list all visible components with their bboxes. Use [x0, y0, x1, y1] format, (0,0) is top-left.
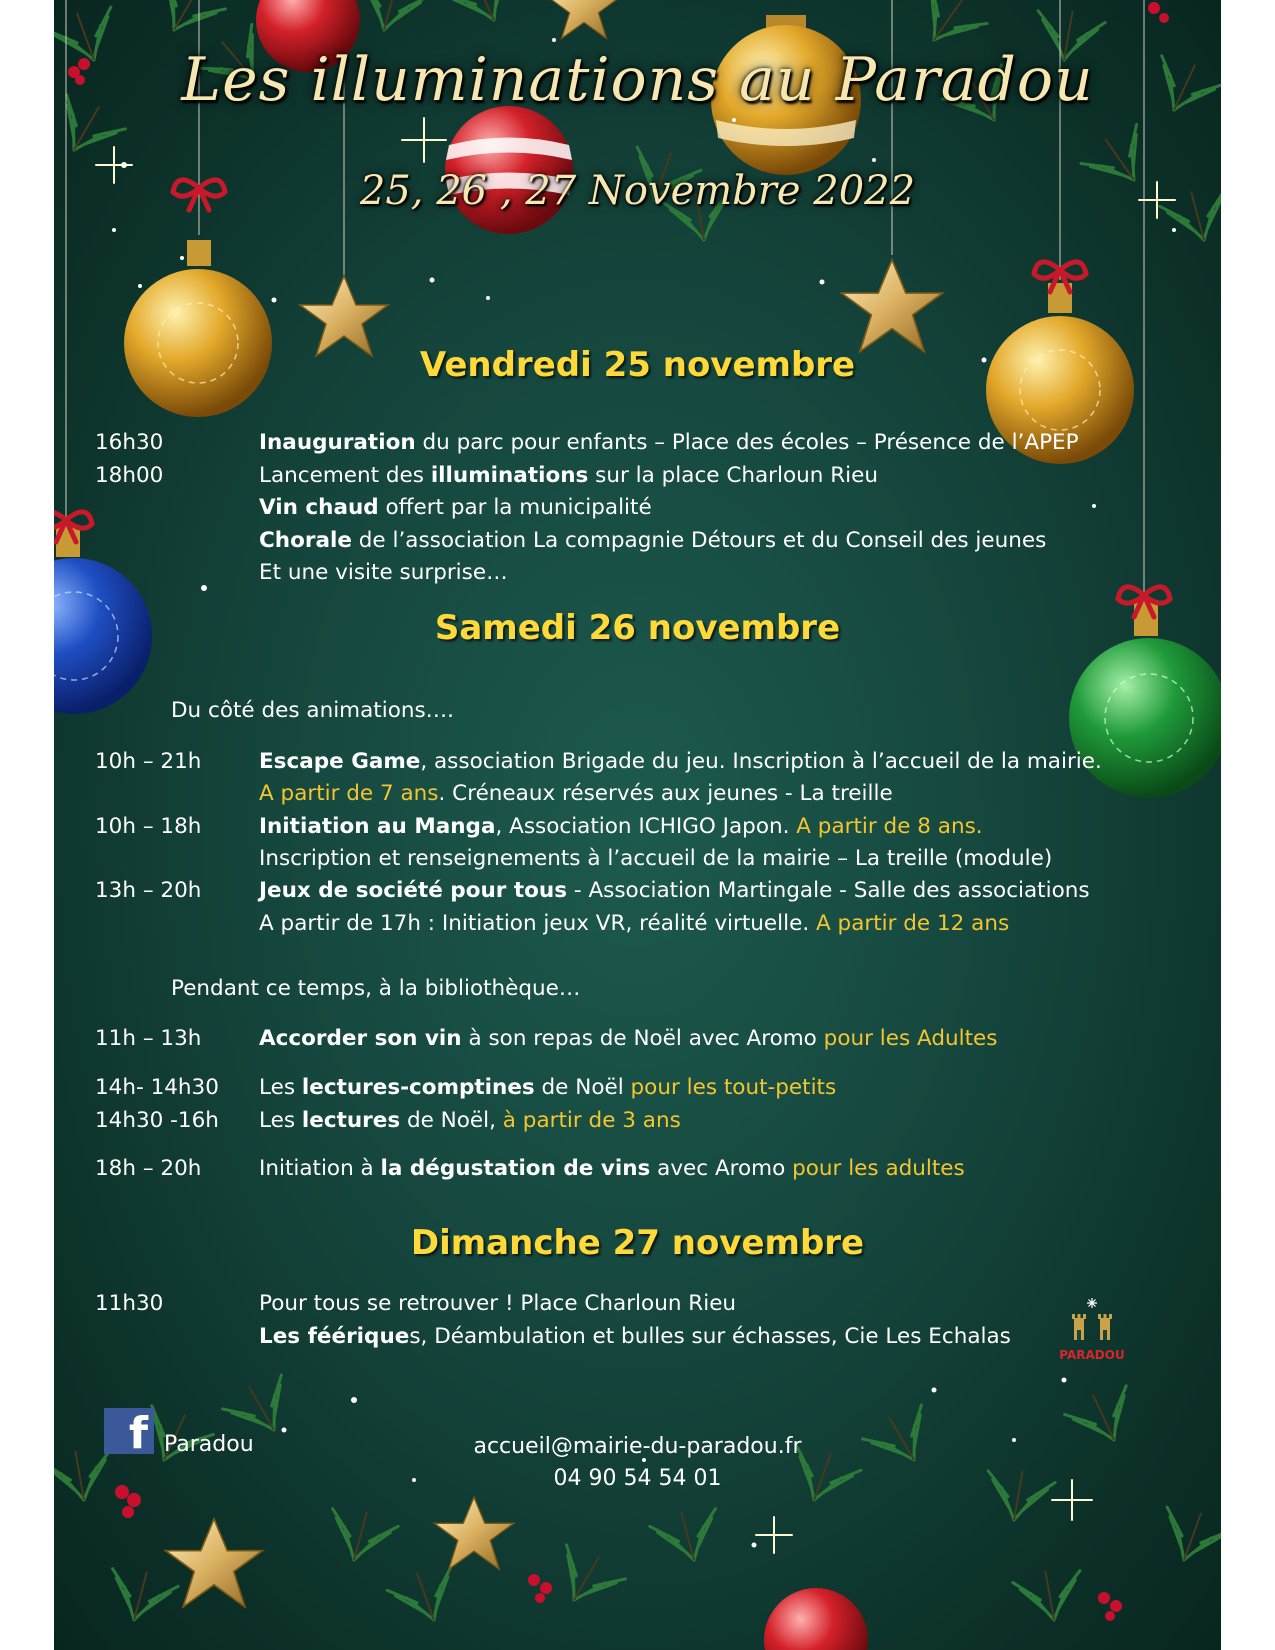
event-description: Les féériques, Déambulation et bulles sur échasses, Cie Les Echalas	[259, 1324, 1011, 1349]
event-description: Initiation au Manga, Association ICHIGO Japon. A partir de 8 ans.	[259, 814, 983, 839]
time-label: 13h – 20h	[95, 878, 202, 903]
facebook-page-name[interactable]: Paradou	[164, 1432, 254, 1457]
event-description: A partir de 17h : Initiation jeux VR, réalité virtuelle. A partir de 12 ans	[259, 911, 1010, 936]
event-description: Chorale de l’association La compagnie Détours et du Conseil des jeunes	[259, 528, 1047, 553]
section-intro: Du côté des animations….	[171, 698, 455, 723]
section-intro: Pendant ce temps, à la bibliothèque…	[171, 976, 581, 1001]
time-label: 18h – 20h	[95, 1156, 202, 1181]
time-label: 14h30 -16h	[95, 1108, 219, 1133]
logo-text: PARADOU	[1059, 1348, 1125, 1362]
day-heading-sunday: Dimanche 27 novembre	[410, 1223, 865, 1263]
event-description: A partir de 7 ans. Créneaux réservés aux jeunes - La treille	[259, 781, 893, 806]
time-label: 10h – 18h	[95, 814, 202, 839]
time-label: 11h30	[95, 1291, 164, 1316]
day-heading-friday: Vendredi 25 novembre	[419, 345, 856, 385]
event-description: Vin chaud offert par la municipalité	[259, 495, 652, 520]
event-description: Accorder son vin à son repas de Noël avec Aromo pour les Adultes	[259, 1026, 998, 1051]
event-dates: 25, 26 , 27 Novembre 2022	[359, 168, 916, 214]
event-description: Jeux de société pour tous - Association Martingale - Salle des associations	[259, 878, 1090, 903]
time-label: 10h – 21h	[95, 749, 202, 774]
event-description: Initiation à la dégustation de vins avec Aromo pour les adultes	[259, 1156, 965, 1181]
event-description: Et une visite surprise…	[259, 560, 508, 585]
event-poster	[54, 0, 1221, 1650]
event-description: Lancement des illuminations sur la place Charloun Rieu	[259, 463, 878, 488]
facebook-icon[interactable]: f	[104, 1408, 154, 1454]
event-description: Inauguration du parc pour enfants – Place des écoles – Présence de l’APEP	[259, 430, 1079, 455]
day-heading-saturday: Samedi 26 novembre	[434, 608, 841, 648]
contact-phone[interactable]: 04 90 54 54 01	[553, 1466, 722, 1491]
contact-email[interactable]: accueil@mairie-du-paradou.fr	[473, 1434, 802, 1459]
event-description: Inscription et renseignements à l’accueil de la mairie – La treille (module)	[259, 846, 1053, 871]
time-label: 18h00	[95, 463, 164, 488]
event-description: Pour tous se retrouver ! Place Charloun Rieu	[259, 1291, 737, 1316]
paradou-logo	[1054, 1296, 1130, 1372]
event-description: Les lectures de Noël, à partir de 3 ans	[259, 1108, 681, 1133]
event-description: Les lectures-comptines de Noël pour les tout-petits	[259, 1075, 837, 1100]
event-description: Escape Game, association Brigade du jeu. Inscription à l’accueil de la mairie.	[259, 749, 1102, 774]
time-label: 11h – 13h	[95, 1026, 202, 1051]
time-label: 16h30	[95, 430, 164, 455]
time-label: 14h- 14h30	[95, 1075, 219, 1100]
poster-title: Les illuminations au Paradou	[181, 45, 1094, 115]
